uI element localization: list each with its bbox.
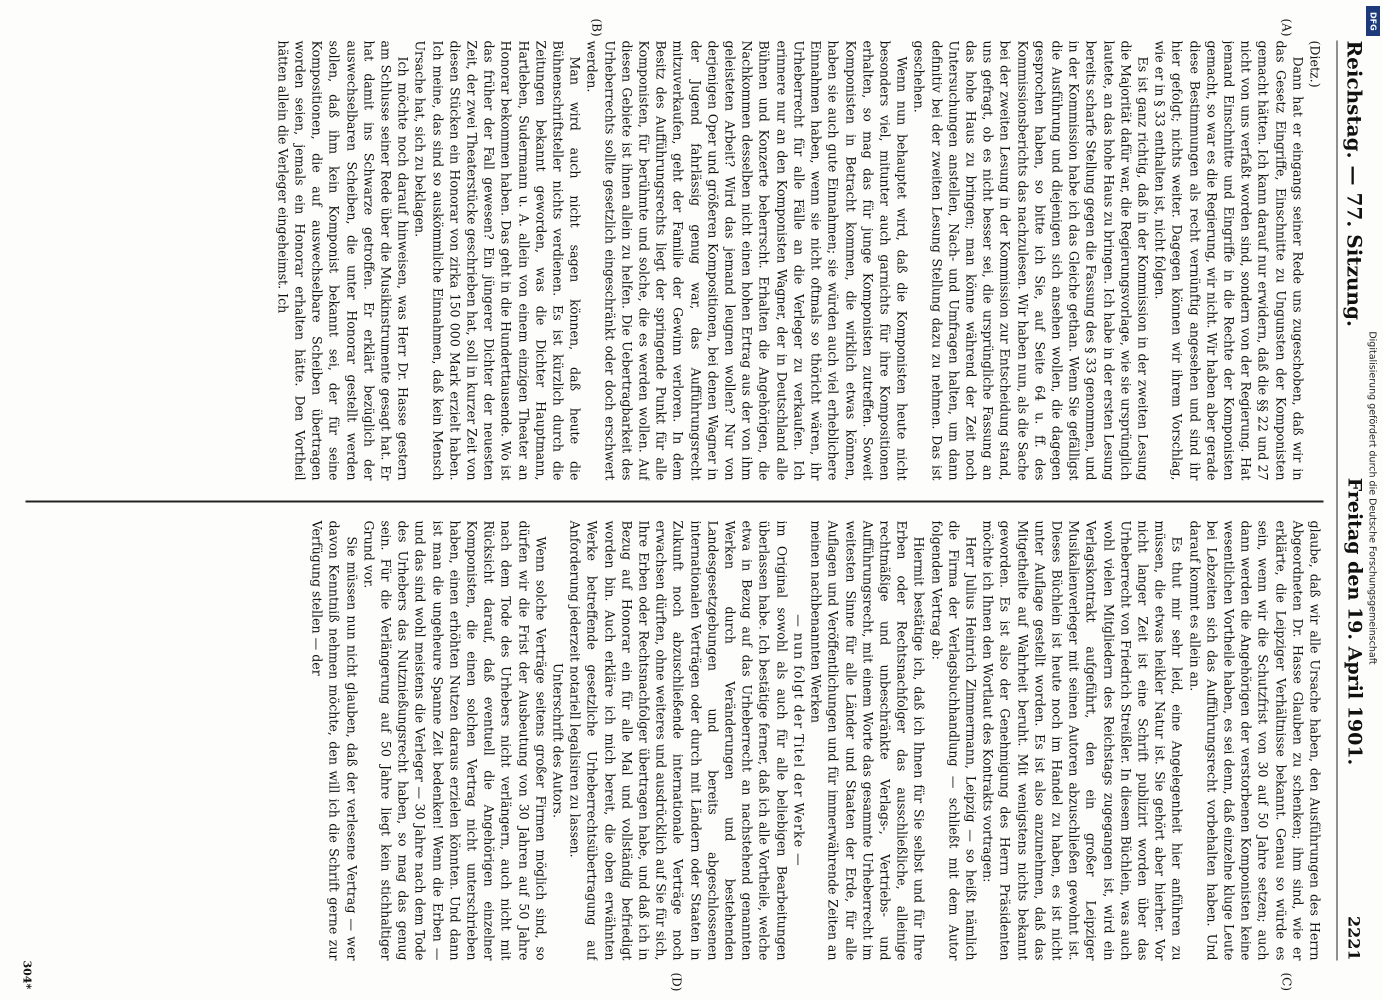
margin-marker-a: (A) — [1279, 18, 1293, 37]
header-date: Freitag den 19. April 1901. — [1343, 477, 1365, 765]
page-number: 2221 — [1344, 915, 1364, 960]
margin-marker-b: (B) — [589, 18, 603, 37]
sheet-signature: 304* — [20, 960, 33, 989]
paragraph: Wenn nun behauptet wird, daß die Komponisten heute nicht besonders viel, mitunter auch garnichts für ihre Kompositionen erhalten, so mag das für junge Komponisten zutreffen. Soweit Komponisten in Betracht kommen, die wirklich etwas können, haben sie auch gute Einnahmen; sie würden auch viel erheblichere Einnahmen haben, wenn sie nicht oftmals so thöricht wären, ihr Urheberrecht für alle Fälle an die Verleger zu verkaufen. Ich erinnere nur an den Komponisten Wagner, der in Deutschland alle Bühnen und Konzerte beherrscht. Erhalten die Angehörigen, die Nachkommen desselben nicht einen hohen Ertrag aus der von ihm geleisteten Arbeit? Wird das jemand leugnen wollen? Nur von derjenigen Oper und größeren Kompositionen, bei denen Wagner in der Jugend fahrlässig genug war, das Aufführungsrecht mitzuverkaufen, geht der Familie der Gewinn verloren. In dem Besitz des Aufführungsrechts liegt der springende Punkt für alle Komponisten, für berühmte und solche, die es werden wollen. Auf diesen Gebiete ist ihnen allein zu helfen. Die Uebertragbarkeit des Urheberrechts sollte gesetzlich eingeschränkt oder doch erschwert werden. — [584, 40, 910, 480]
contract-quote: im Original sowohl als auch für alle beliebigen Bearbeitungen überlassen habe. Ich bestätige ferner, daß ich alle Vortheile, welche etwa in Bezug auf das Urheberrecht an nachstehend genannten Werken durch Veränderungen und bestehenden Landesgesetzgebungen und bereits abgeschlossenen internationalen Verträgen oder durch mit Ländern oder Staaten in Zukunft noch abzuschließende internationale Verträge noch erwachsen dürften, ohne weiteres und ausdrücklich auf Sie für sich, Ihre Erben oder Rechtsnachfolger übertragen habe, und daß ich in Bezug auf Honorar ein für alle Mal und vollständig befriedigt worden bin. Auch erkläre ich mich bereit, die oben erwähnten Werke betreffende gesetzliche Urheberrechtsübertragung auf Anforderung jederzeit notariell legalisiren zu lassen. — [567, 520, 789, 960]
left-text-column — [25, 40, 1323, 480]
author-signature: Unterschrift des Autors. — [550, 662, 566, 818]
paragraph: Ich möchte noch darauf hinweisen, was Herr Dr. Hasse gestern am Schlusse seiner Rede über die Musikinstrumente gesagt hat. Er hat damit ins Schwarze getroffen. Er erklärt bezüglich der auswechselbaren Scheiben, die unter Honorar gestellt werden sollen, daß ihm kein Komponist bekannt sei, der für seine Kompositionen, die auf auswechselbare Scheiben übertragen worden seien, jemals ein Honorar erhalten hätte. Den Vortheil hätten allein die Verleger eingeheimst. Ich — [274, 40, 411, 480]
paragraph: Es ist ganz richtig, daß in der Kommission in der zweiten Lesung die Majorität dafür war, die Regierungsvorlage, wie sie ursprünglich lautete, an das hohe Haus zu bringen. Ich habe in der ersten Lesung bereits scharfe Stellung gegen die Fassung des § 33 genommen, und in der Kommission habe ich das Gleiche gethan. Wenn Sie gefälligst die Ausführung und diejenigen sich ansehen wollen, die dagegen gesprochen haben, so bitte ich Sie, auf Seite 64 u. ff. des Kommissionsberichts das nachzulesen. Wir haben nun, als die Sache bei der zweiten Lesung in der Kommission zur Entscheidung stand, uns gefragt, ob es nicht besser sei, die ursprüngliche Fassung an das hohe Haus zu bringen; man könne während der Zeit noch Untersuchungen anstellen, Nach- und Umfragen halten, um dann definitiv bei der zweiten Lesung Stellung dazu zu nehmen. Das ist geschehen. — [911, 40, 1150, 480]
contract-insert: — nun folgt der Titel der Werke — — [790, 613, 806, 867]
credit-text: Digitalisierung gefördert durch die Deutsche Forschungsgemeinschaft — [1366, 331, 1378, 665]
paragraph: Sie müssen nun nicht glauben, daß der verlesene Vertrag — wer davon Kenntniß nehmen möchte, den will ich die Schrift gerne zur Verfügung stellen — der — [309, 520, 359, 960]
header-left-title: Reichstag. — 77. Sitzung. — [1342, 40, 1366, 327]
right-text-column — [25, 520, 1323, 960]
paragraph: Dann hat er eingangs seiner Rede uns zugeschoben, daß wir in das Gesetz Eingriffe, Einschnitte zu Ungunsten der Komponisten gemacht hätten. Ich kann darauf nur erwidern, daß die §§ 22 und 27 nicht von uns verfaßt worden sind, sondern von der Regierung. Hat jemand Einschnitte und Eingriffe in die Rechte der Komponisten gemacht, so war es die Regierung, wir nicht. Wir haben aber gerade diese Bestimmungen als recht vernünftig angesehen und sind ihr hier gefolgt; nichts weiter. Dagegen können wir ihrem Vorschlag, wie er in § 33 enthalten ist, nicht folgen. — [1152, 40, 1305, 480]
contract-quote: Hiermit bestätige ich, daß ich Ihnen für Sie selbst und für Ihre Erben oder Rechtsnachfolger das ausschließliche, alleinige rechtmäßige und unbeschränkte Verlags-, Vertriebs- und Aufführungsrecht, mit einem Worte das gesammte Urheberrecht im weitesten Sinne für alle Länder und Staaten der Erde, für alle Auflagen und Veröffentlichungen und für immerwährende Zeiten an meinen nachbenannten Werken — [808, 520, 927, 960]
paragraph: Wenn solche Verträge seitens großer Firmen möglich sind, so dürfen wir die Frist der Ausbeutung von 30 Jahren auf 50 Jahre nach dem Tode des Urhebers nicht verlängern, auch nicht mit Rücksicht darauf, daß eventuell die Angehörigen einzelner Komponisten, die einen solchen Vertrag nicht unterschrieben haben, einen erhöhten Nutzen daraus erzielen könnten. Und dann ist man die ungeheure Spanne Zeit bedenken! Wenn die Erben — und das sind wohl meistens die Verleger — 30 Jahre nach dem Tode des Urhebers das Nutznießungsrecht haben, so mag das genug sein. Für die Verlängerung auf 50 Jahre liegt kein stichhaltiger Grund vor. — [360, 520, 548, 960]
margin-marker-d: (D) — [669, 972, 683, 991]
column-divider — [25, 500, 1323, 502]
margin-marker-c: (C) — [1279, 972, 1293, 991]
paragraph: Herr Julius Heinrich Zimmermann, Leipzig — so heißt nämlich die Firma der Verlagsbuchhandlung — schließt mit dem Autor folgenden Vertrag ab: — [928, 520, 978, 960]
paragraph: glaube, daß wir alle Ursache haben, den Ausführungen des Herrn Abgeordneten Dr. Hasse Glauben zu schenken; ihm sind, wie er erklärte, die Leipziger Verhältnisse bekannt. Genau so würde es sein, wenn wir die Schutzfrist von 30 auf 50 Jahre setzen; auch dann werden die Angehörigen der verstorbenen Komponisten keine wesentlichen Vortheile haben, es sei denn, daß einzelne kluge Leute bei Lebzeiten sich das Aufführungsrecht vorbehalten haben. Und darauf kommt es allein an. — [1186, 520, 1322, 960]
speaker-tag: (Dietz.) — [1307, 40, 1322, 88]
paragraph: Es thut mir sehr leid, eine Angelegenheit hier anführen zu müssen, die etwas heikler Natur ist. Sie gehört aber hierher. Vor nicht langer Zeit ist eine Schrift publizirt worden über das Urheberrecht von Friedrich Streißler. In diesem Büchlein, was auch wohl vielen Mitgliedern des Reichstags zugegangen ist, wird ein Verlagskontrakt aufgeführt, den ein großer Leipziger Musikalienverleger mit seinen Autoren abzuschließen gewohnt ist. Dieses Büchlein ist heute noch im Handel zu haben, es ist nicht unter Auflage gestellt worden. Es ist also anzunehmen, daß das Mitgetheilte auf Wahrheit beruht. Mit wenigstens nichts bekannt geworden. Es ist also der Genehmigung des Herrn Präsidenten möchte ich Ihnen den Wortlaut des Kontrakts vortragen: — [980, 520, 1185, 960]
paragraph: Man wird auch nicht sagen können, daß heute die Bühnenschriftsteller nichts verdienen. Es ist kürzlich durch die Zeitungen bekannt geworden, was die Dichter Hauptmann, Hartleben, Sudermann u. A. allein von einem einzigen Theater an Honorar bekommen haben. Das geht in die Hunderttausende. Wo ist das früher der Fall gewesen? Ein jüngerer Dichter der neuesten Zeit, der zwei Theaterstücke geschrieben hat, soll in kurzer Zeit von diesen Stücken ein Honorar von zirka 150 000 Mark erzielt haben. Ich meine, das sind so auskömmliche Einnahmen, daß kein Mensch Ursache hat, sich zu beklagen. — [412, 40, 583, 480]
digitization-credit — [1365, 8, 1379, 988]
dfg-logo-icon: DFG — [1366, 6, 1380, 36]
